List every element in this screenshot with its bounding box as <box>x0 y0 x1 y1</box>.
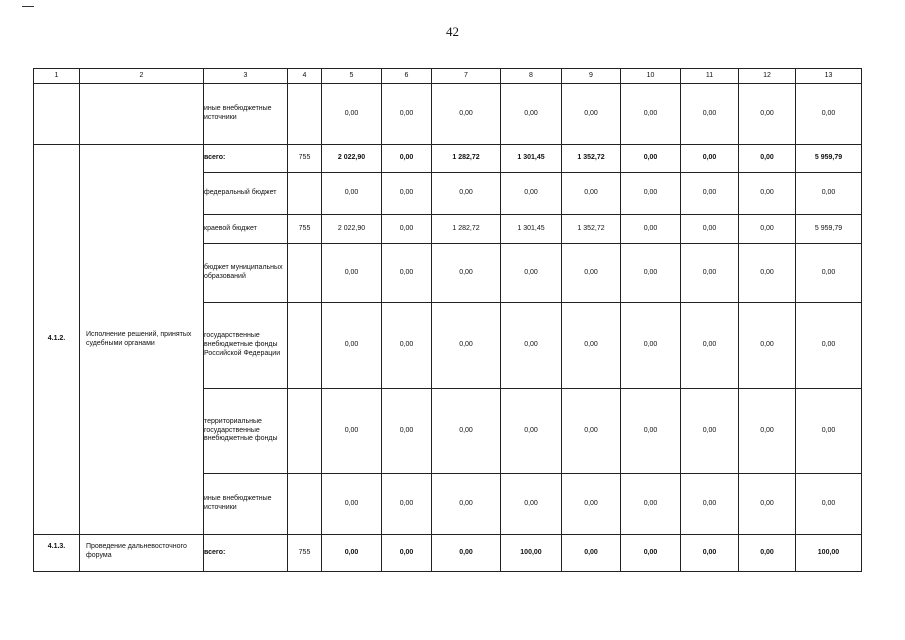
value-cell: 100,00 <box>796 535 862 572</box>
source-cell: иные внебюджетные источники <box>204 474 288 535</box>
value-cell: 0,00 <box>382 173 432 215</box>
value-cell: 0,00 <box>432 303 501 389</box>
value-cell: 0,00 <box>739 474 796 535</box>
value-cell: 1 282,72 <box>432 145 501 173</box>
source-cell: краевой бюджет <box>204 215 288 244</box>
value-cell: 0,00 <box>681 535 739 572</box>
value-cell: 0,00 <box>322 84 382 145</box>
name-cell <box>80 84 204 145</box>
value-cell: 0,00 <box>681 303 739 389</box>
source-cell: иные внебюджетные источники <box>204 84 288 145</box>
col4-cell <box>288 303 322 389</box>
value-cell: 1 352,72 <box>562 215 621 244</box>
value-cell: 0,00 <box>681 173 739 215</box>
source-cell: всего: <box>204 535 288 572</box>
value-cell: 1 282,72 <box>432 215 501 244</box>
value-cell: 0,00 <box>322 474 382 535</box>
value-cell: 0,00 <box>501 84 562 145</box>
value-cell: 0,00 <box>501 303 562 389</box>
value-cell: 5 959,79 <box>796 215 862 244</box>
value-cell: 0,00 <box>796 474 862 535</box>
value-cell: 0,00 <box>681 215 739 244</box>
value-cell: 0,00 <box>382 389 432 474</box>
value-cell: 0,00 <box>432 389 501 474</box>
value-cell: 0,00 <box>739 303 796 389</box>
value-cell: 0,00 <box>562 244 621 303</box>
table-row <box>34 145 862 173</box>
value-cell: 0,00 <box>432 244 501 303</box>
header-cell: 4 <box>288 69 322 84</box>
value-cell: 1 301,45 <box>501 145 562 173</box>
value-cell: 0,00 <box>621 303 681 389</box>
value-cell: 100,00 <box>501 535 562 572</box>
value-cell: 0,00 <box>621 84 681 145</box>
value-cell: 0,00 <box>739 535 796 572</box>
value-cell: 0,00 <box>681 474 739 535</box>
source-cell: бюджет муниципальных образований <box>204 244 288 303</box>
value-cell: 0,00 <box>796 303 862 389</box>
value-cell: 0,00 <box>739 84 796 145</box>
value-cell: 0,00 <box>621 389 681 474</box>
source-cell: государственные внебюджетные фонды Российской Федерации <box>204 303 288 389</box>
item-name: Проведение дальневосточного форума <box>80 535 204 572</box>
value-cell: 0,00 <box>621 244 681 303</box>
header-cell: 5 <box>322 69 382 84</box>
value-cell: 0,00 <box>739 215 796 244</box>
value-cell: 0,00 <box>322 389 382 474</box>
value-cell: 0,00 <box>432 84 501 145</box>
value-cell: 0,00 <box>796 389 862 474</box>
value-cell: 0,00 <box>432 173 501 215</box>
value-cell: 0,00 <box>681 244 739 303</box>
source-cell: всего: <box>204 145 288 173</box>
col4-cell: 755 <box>288 145 322 173</box>
value-cell: 2 022,90 <box>322 145 382 173</box>
table-row <box>34 84 862 145</box>
value-cell: 0,00 <box>562 474 621 535</box>
value-cell: 0,00 <box>562 84 621 145</box>
header-row <box>34 69 862 84</box>
item-code: 4.1.3. <box>34 535 80 572</box>
budget-table <box>33 68 862 572</box>
value-cell: 0,00 <box>562 389 621 474</box>
header-cell: 9 <box>562 69 621 84</box>
value-cell: 0,00 <box>681 389 739 474</box>
header-cell: 11 <box>681 69 739 84</box>
value-cell: 0,00 <box>501 474 562 535</box>
value-cell: 0,00 <box>432 474 501 535</box>
item-code: 4.1.2. <box>34 145 80 535</box>
header-cell: 3 <box>204 69 288 84</box>
value-cell: 0,00 <box>621 474 681 535</box>
value-cell: 0,00 <box>501 389 562 474</box>
value-cell: 2 022,90 <box>322 215 382 244</box>
value-cell: 0,00 <box>432 535 501 572</box>
item-name: Исполнение решений, принятых судебными органами <box>80 145 204 535</box>
page-number: 42 <box>446 24 459 39</box>
header-cell: 2 <box>80 69 204 84</box>
value-cell: 0,00 <box>322 244 382 303</box>
value-cell: 0,00 <box>681 84 739 145</box>
col4-cell <box>288 389 322 474</box>
source-cell: федеральный бюджет <box>204 173 288 215</box>
header-cell: 8 <box>501 69 562 84</box>
value-cell: 0,00 <box>739 244 796 303</box>
corner-mark <box>22 6 34 7</box>
header-cell: 12 <box>739 69 796 84</box>
value-cell: 1 301,45 <box>501 215 562 244</box>
value-cell: 0,00 <box>322 303 382 389</box>
header-cell: 7 <box>432 69 501 84</box>
table-row <box>34 535 862 572</box>
value-cell: 0,00 <box>796 173 862 215</box>
value-cell: 0,00 <box>562 173 621 215</box>
value-cell: 1 352,72 <box>562 145 621 173</box>
value-cell: 0,00 <box>382 145 432 173</box>
col4-cell <box>288 173 322 215</box>
value-cell: 0,00 <box>382 303 432 389</box>
header-cell: 6 <box>382 69 432 84</box>
code-cell <box>34 84 80 145</box>
value-cell: 0,00 <box>621 215 681 244</box>
col4-cell <box>288 244 322 303</box>
value-cell: 0,00 <box>739 173 796 215</box>
value-cell: 5 959,79 <box>796 145 862 173</box>
value-cell: 0,00 <box>739 389 796 474</box>
header-cell: 13 <box>796 69 862 84</box>
col4-cell: 755 <box>288 215 322 244</box>
value-cell: 0,00 <box>621 535 681 572</box>
value-cell: 0,00 <box>681 145 739 173</box>
value-cell: 0,00 <box>322 535 382 572</box>
col4-cell: 755 <box>288 535 322 572</box>
value-cell: 0,00 <box>796 84 862 145</box>
header-cell: 1 <box>34 69 80 84</box>
value-cell: 0,00 <box>739 145 796 173</box>
value-cell: 0,00 <box>562 535 621 572</box>
value-cell: 0,00 <box>382 215 432 244</box>
source-cell: территориальные государственные внебюджетные фонды <box>204 389 288 474</box>
value-cell: 0,00 <box>382 535 432 572</box>
value-cell: 0,00 <box>501 244 562 303</box>
col4-cell <box>288 474 322 535</box>
value-cell: 0,00 <box>382 84 432 145</box>
value-cell: 0,00 <box>796 244 862 303</box>
header-cell: 10 <box>621 69 681 84</box>
value-cell: 0,00 <box>382 244 432 303</box>
value-cell: 0,00 <box>562 303 621 389</box>
value-cell: 0,00 <box>621 173 681 215</box>
value-cell: 0,00 <box>621 145 681 173</box>
value-cell: 0,00 <box>501 173 562 215</box>
value-cell: 0,00 <box>322 173 382 215</box>
value-cell: 0,00 <box>382 474 432 535</box>
col4-cell <box>288 84 322 145</box>
